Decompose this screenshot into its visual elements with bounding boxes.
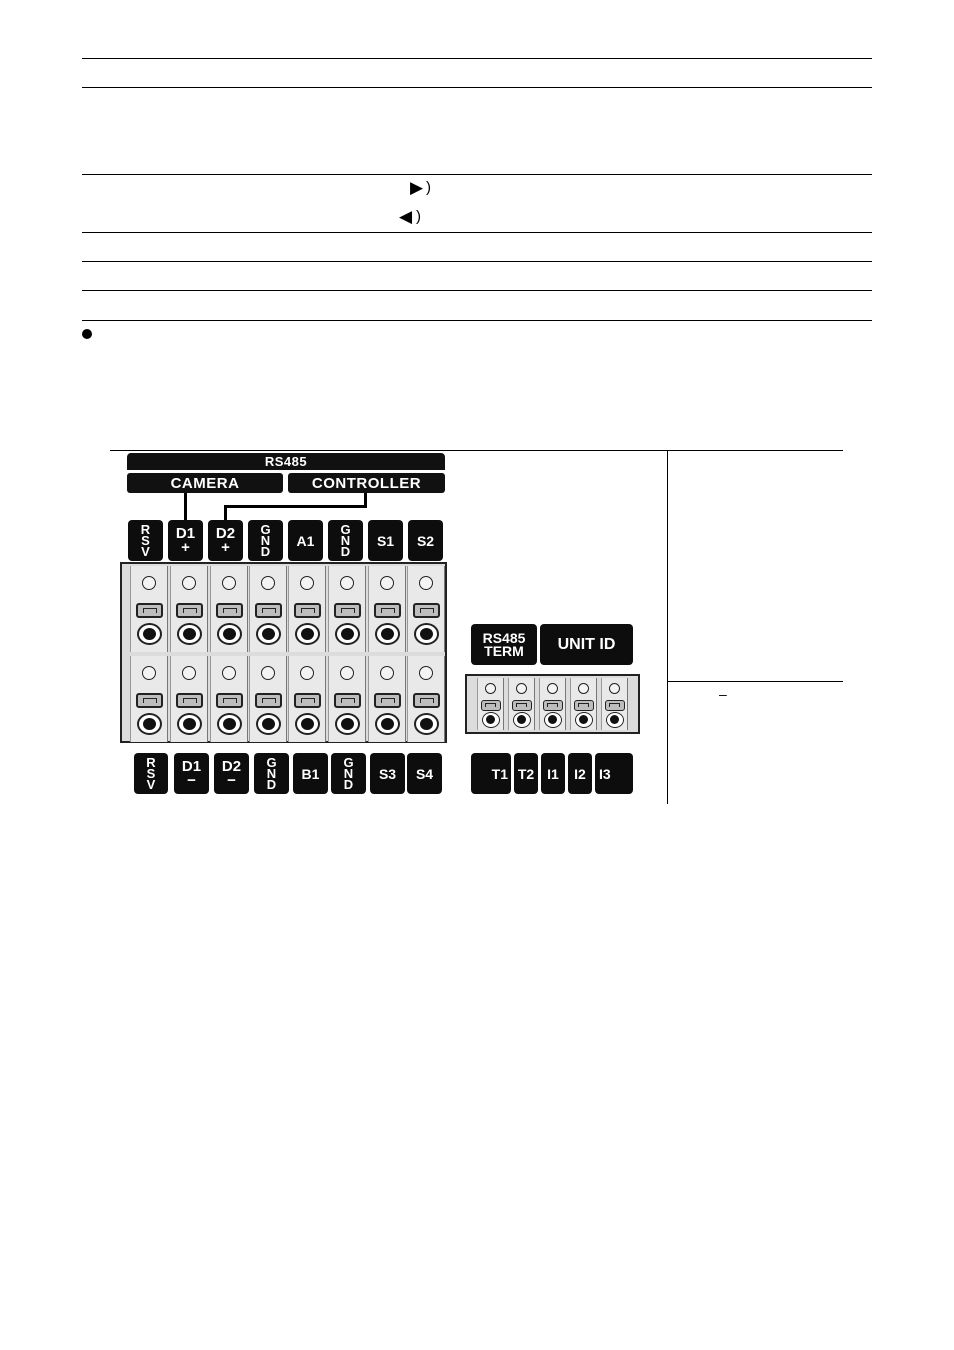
terminal-screw [508, 678, 535, 730]
terminal-label-s2: S2 [408, 520, 443, 561]
terminal-screw [477, 678, 504, 730]
terminal-screw [170, 566, 208, 652]
terminal-label-gnd-bottom-1: G N D [254, 753, 289, 794]
terminal-screw [539, 678, 566, 730]
controller-wire [224, 505, 367, 508]
figure-frame-divider [667, 450, 668, 804]
terminal-label-d1-minus: D1 − [174, 753, 209, 794]
terminal-screw [130, 656, 168, 742]
terminal-label-t2: T2 [514, 753, 538, 794]
terminal-screw [288, 656, 326, 742]
terminal-screw [407, 656, 445, 742]
table-rule [82, 87, 872, 88]
terminal-label-s3: S3 [370, 753, 405, 794]
terminal-label-gnd-top-2: G N D [328, 520, 363, 561]
terminal-screw [249, 656, 287, 742]
terminal-label-gnd-top-1: G N D [248, 520, 283, 561]
rs485-term-label: RS485 TERM [471, 624, 537, 665]
terminal-label-d2-minus: D2 − [214, 753, 249, 794]
terminal-label-i3: I3 [595, 753, 633, 794]
figure-frame-top [110, 450, 843, 451]
table-rule [82, 261, 872, 262]
right-arrow-icon: ▶ [410, 178, 424, 197]
bullet-icon [82, 329, 92, 339]
controller-wire [224, 505, 227, 520]
terminal-screw [249, 566, 287, 652]
terminal-screw [328, 566, 366, 652]
side-mark: – [719, 686, 727, 702]
rs485-header: RS485 [127, 453, 445, 470]
terminal-screw [210, 656, 248, 742]
camera-wire [184, 493, 187, 520]
terminal-label-d2-plus: D2 + [208, 520, 243, 561]
table-rule [82, 174, 872, 175]
table-rule [82, 320, 872, 321]
paren-close: ) [426, 179, 431, 196]
paren-close: ) [416, 208, 421, 225]
camera-label: CAMERA [127, 473, 283, 493]
terminal-screw [601, 678, 628, 730]
terminal-label-t1: T1 [471, 753, 511, 794]
controller-label: CONTROLLER [288, 473, 445, 493]
table-rule [82, 290, 872, 291]
terminal-label-a1: A1 [288, 520, 323, 561]
terminal-label-b1: B1 [293, 753, 328, 794]
terminal-screw [407, 566, 445, 652]
terminal-label-d1-plus: D1 + [168, 520, 203, 561]
small-terminal-block [465, 674, 640, 734]
terminal-screw [210, 566, 248, 652]
terminal-screw [570, 678, 597, 730]
terminal-screw [130, 566, 168, 652]
terminal-label-rsv-bottom: R S V [134, 753, 168, 794]
terminal-screw [328, 656, 366, 742]
table-rule [82, 58, 872, 59]
table-rule [82, 232, 872, 233]
terminal-label-s1: S1 [368, 520, 403, 561]
terminal-screw [170, 656, 208, 742]
terminal-label-i1: I1 [541, 753, 565, 794]
terminal-screw [368, 656, 406, 742]
terminal-block [120, 562, 447, 743]
terminal-screw [368, 566, 406, 652]
left-arrow-icon: ◀ [399, 207, 413, 226]
terminal-label-i2: I2 [568, 753, 592, 794]
unit-id-label: UNIT ID [540, 624, 633, 665]
terminal-label-gnd-bottom-2: G N D [331, 753, 366, 794]
terminal-label-s4: S4 [407, 753, 442, 794]
terminal-screw [288, 566, 326, 652]
terminal-label-rsv-top: R S V [128, 520, 163, 561]
figure-frame-row-divider [667, 681, 843, 682]
